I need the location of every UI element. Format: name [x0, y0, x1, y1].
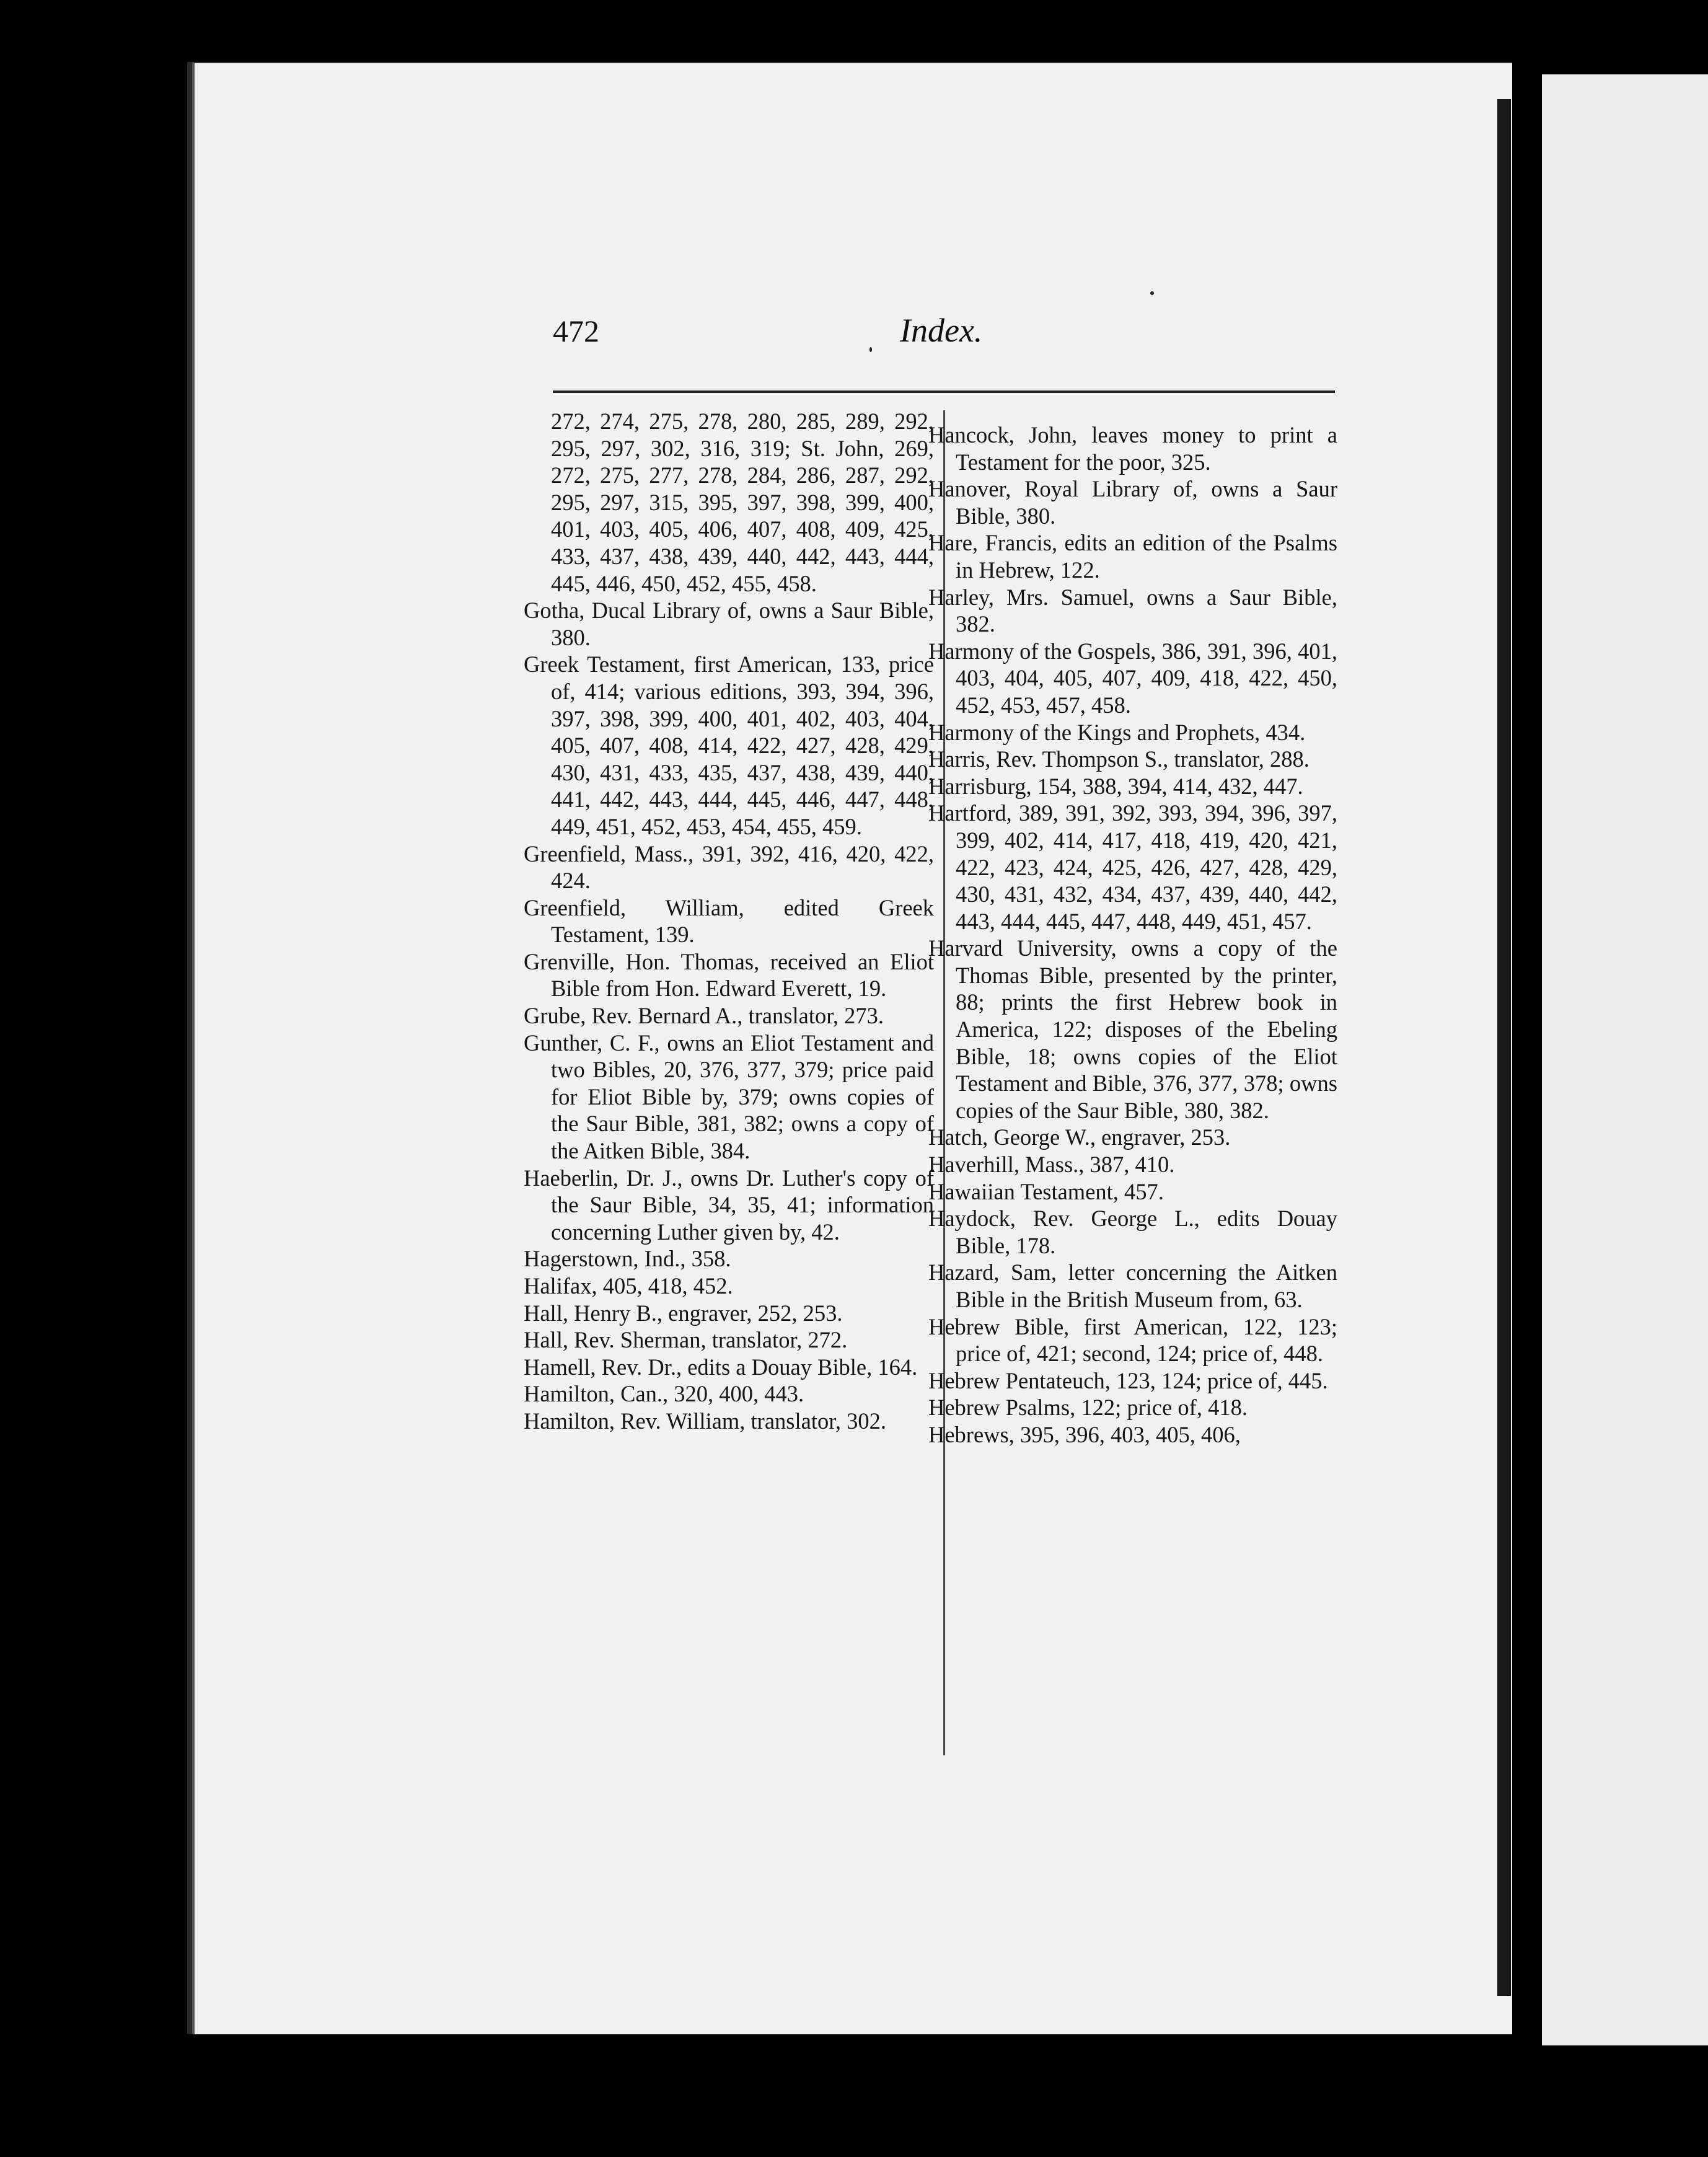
index-entry: Hebrew Bible, first American, 122, 123; price of, 421; second, 124; price of, 448. [928, 1313, 1337, 1367]
running-head: Index. [900, 312, 983, 349]
index-entry: Hazard, Sam, letter concerning the Aitken Bible in the British Museum from, 63. [928, 1259, 1337, 1312]
page-number: 472 [553, 314, 599, 348]
index-entry: Harvard University, owns a copy of the Thomas Bible, presented by the printer, 88; prints the first Hebrew book in America, 122; disposes of the Ebeling Bible, 18; owns copies of the Eliot Testament and Bible, 376, 377, 378; owns copies of the Saur Bible, 380, 382. [928, 935, 1337, 1123]
index-entry: Hamilton, Can., 320, 400, 443. [524, 1381, 804, 1407]
index-entry: Hawaiian Testament, 457. [928, 1178, 1164, 1204]
index-entry: Haeberlin, Dr. J., owns Dr. Luther's copy of the Saur Bible, 34, 35, 41; information concerning Luther given by, 42. [524, 1165, 934, 1245]
index-entry: Hatch, George W., engraver, 253. [928, 1124, 1231, 1150]
index-column-left [524, 408, 934, 1435]
index-entry: Harmony of the Kings and Prophets, 434. [928, 719, 1306, 745]
index-entry: Harris, Rev. Thompson S., translator, 288. [928, 746, 1310, 772]
index-entry: Hamell, Rev. Dr., edits a Douay Bible, 164. [524, 1354, 918, 1380]
index-entry: Greenfield, William, edited Greek Testament, 139. [524, 894, 934, 948]
index-entry: Hebrew Psalms, 122; price of, 418. [928, 1395, 1248, 1421]
index-entry: Hall, Rev. Sherman, translator, 272. [524, 1327, 848, 1353]
index-entry: Hebrews, 395, 396, 403, 405, 406, [928, 1421, 1241, 1447]
adjacent-page-edge [1542, 74, 1708, 2045]
index-entry: Harley, Mrs. Samuel, owns a Saur Bible, 382. [928, 584, 1337, 637]
index-entry: Haydock, Rev. George L., edits Douay Bible, 178. [928, 1206, 1337, 1258]
header-rule [553, 390, 1335, 393]
index-entry: Greek Testament, first American, 133, price of, 414; various editions, 393, 394, 396, 397, 398, 399, 400, 401, 402, 403, 404, 405, 407, 408, 414, 422, 427, 428, 429, 430, 431, 433, 435, 437, 438, 439, 440, 441, 442, 443, 444, 445, 446, 447, 448, 449, 451, 452, 453, 454, 455, 459. [524, 651, 934, 839]
index-entry: Harrisburg, 154, 388, 394, 414, 432, 447. [928, 773, 1303, 799]
index-entry: Gotha, Ducal Library of, owns a Saur Bible, 380. [524, 598, 934, 650]
index-entry: Hanover, Royal Library of, owns a Saur Bible, 380. [928, 476, 1337, 529]
ink-speck [869, 347, 872, 352]
index-entry: Grube, Rev. Bernard A., translator, 273. [524, 1003, 884, 1029]
index-entry: Greenfield, Mass., 391, 392, 416, 420, 422, 424. [524, 840, 934, 894]
index-entry: Hagerstown, Ind., 358. [524, 1246, 731, 1272]
index-entry: Grenville, Hon. Thomas, received an Eliot Bible from Hon. Edward Everett, 19. [524, 948, 934, 1002]
index-entry: Hall, Henry B., engraver, 252, 253. [524, 1300, 843, 1326]
ink-speck [1150, 291, 1154, 295]
index-entry: Hebrew Pentateuch, 123, 124; price of, 445. [928, 1367, 1328, 1393]
index-entry: Haverhill, Mass., 387, 410. [928, 1152, 1175, 1178]
index-entry-continuation: 272, 274, 275, 278, 280, 285, 289, 292, 295, 297, 302, 316, 319; St. John, 269, 272, 275, 277, 278, 284, 286, 287, 292, 295, 297, 315, 395, 397, 398, 399, 400, 401, 403, 405, 406, 407, 408, 409, 425, 433, 437, 438, 439, 440, 442, 443, 444, 445, 446, 450, 452, 455, 458. [551, 408, 934, 596]
index-entry: Hartford, 389, 391, 392, 393, 394, 396, 397, 399, 402, 414, 417, 418, 419, 420, 421, 422, 423, 424, 425, 426, 427, 428, 429, 430, 431, 432, 434, 437, 439, 440, 442, 443, 444, 445, 447, 448, 449, 451, 457. [928, 800, 1337, 934]
index-entry: Hancock, John, leaves money to print a Testament for the poor, 325. [928, 422, 1337, 475]
index-column-right [928, 421, 1337, 1449]
index-entry: Gunther, C. F., owns an Eliot Testament and two Bibles, 20, 376, 377, 379; price paid for Eliot Bible by, 379; owns copies of the Saur Bible, 381, 382; owns a copy of the Aitken Bible, 384. [524, 1030, 934, 1164]
index-entry: Hamilton, Rev. William, translator, 302. [524, 1408, 887, 1434]
index-entry: Harmony of the Gospels, 386, 391, 396, 401, 403, 404, 405, 407, 409, 418, 422, 450, 452, 453, 457, 458. [928, 638, 1337, 718]
index-entry: Hare, Francis, edits an edition of the Psalms in Hebrew, 122. [928, 530, 1337, 583]
index-entry: Halifax, 405, 418, 452. [524, 1273, 733, 1299]
page-gutter-shadow [1497, 99, 1511, 1996]
